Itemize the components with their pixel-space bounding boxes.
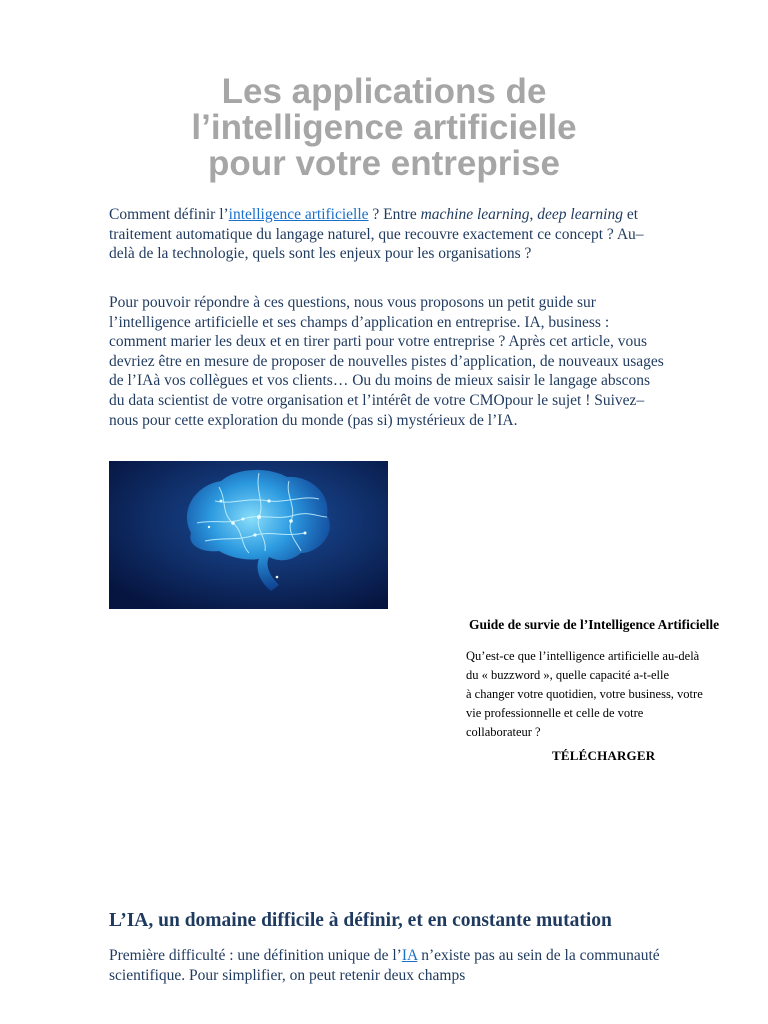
section-paragraph: [109, 946, 669, 985]
intro-text-start: Comment définir l’: [109, 206, 229, 223]
download-button[interactable]: TÉLÉCHARGER: [552, 748, 656, 763]
intro-paragraph: [109, 205, 669, 264]
promo-description: [466, 647, 766, 742]
ia-link[interactable]: IA: [401, 947, 418, 964]
promo-line: collaborateur ?: [466, 725, 541, 739]
guide-promo-card: [466, 617, 720, 777]
intro-text-end: et traitement automatique du langage naturel, que recouvre exactement ce concept ? Au–delà de la technologie, quels sont les enjeux pour les organisations ?: [109, 206, 644, 263]
promo-line: à changer votre quotidien, votre business, votre: [466, 687, 703, 701]
section-text-start: Première difficulté : une définition unique de l’: [109, 947, 402, 964]
article-title-container: [150, 72, 618, 183]
promo-line: Qu’est-ce que l’intelligence artificielle au-delà: [466, 649, 700, 663]
article-title: Les applications de l’intelligence artificielle pour votre entreprise: [191, 72, 577, 183]
promo-line: vie professionnelle et celle de votre: [466, 706, 644, 720]
promo-line: du « buzzword », quelle capacité a-t-elle: [466, 668, 670, 682]
brain-hero-image: [109, 461, 388, 609]
brain-network-icon: [109, 461, 388, 609]
machine-learning-term: machine learning: [420, 206, 530, 223]
section-heading: L’IA, un domaine difficile à définir, et en constante mutation: [109, 910, 612, 931]
deep-learning-term: deep learning: [537, 206, 623, 223]
section-text-end: n’existe pas au sein de la communauté scientifique. Pour simplifier, on peut retenir deux champs: [109, 947, 660, 984]
intelligence-artificielle-link[interactable]: intelligence artificielle: [228, 206, 369, 223]
intro-comma: ,: [529, 206, 538, 223]
promo-title: Guide de survie de l’Intelligence Artificielle: [469, 617, 720, 632]
intro-text-between: ? Entre: [368, 206, 421, 223]
guide-paragraph: Pour pouvoir répondre à ces questions, nous vous proposons un petit guide sur l’intelligence artificielle et ses champs d’application en entreprise. IA, business : comment marier les deux et en tirer parti pour votre entreprise ? Après cet article, vous devriez être en mesure de proposer de nouvelles pistes d’application, de nouveaux usages de l’IAà vos collègues et vos clients… Ou du moins de mieux saisir le langage abscons du data scientist de votre organisation et l’intérêt de votre CMOpour le sujet ! Suivez–nous pour cette exploration du monde (pas si) mystérieux de l’IA.: [109, 294, 664, 429]
